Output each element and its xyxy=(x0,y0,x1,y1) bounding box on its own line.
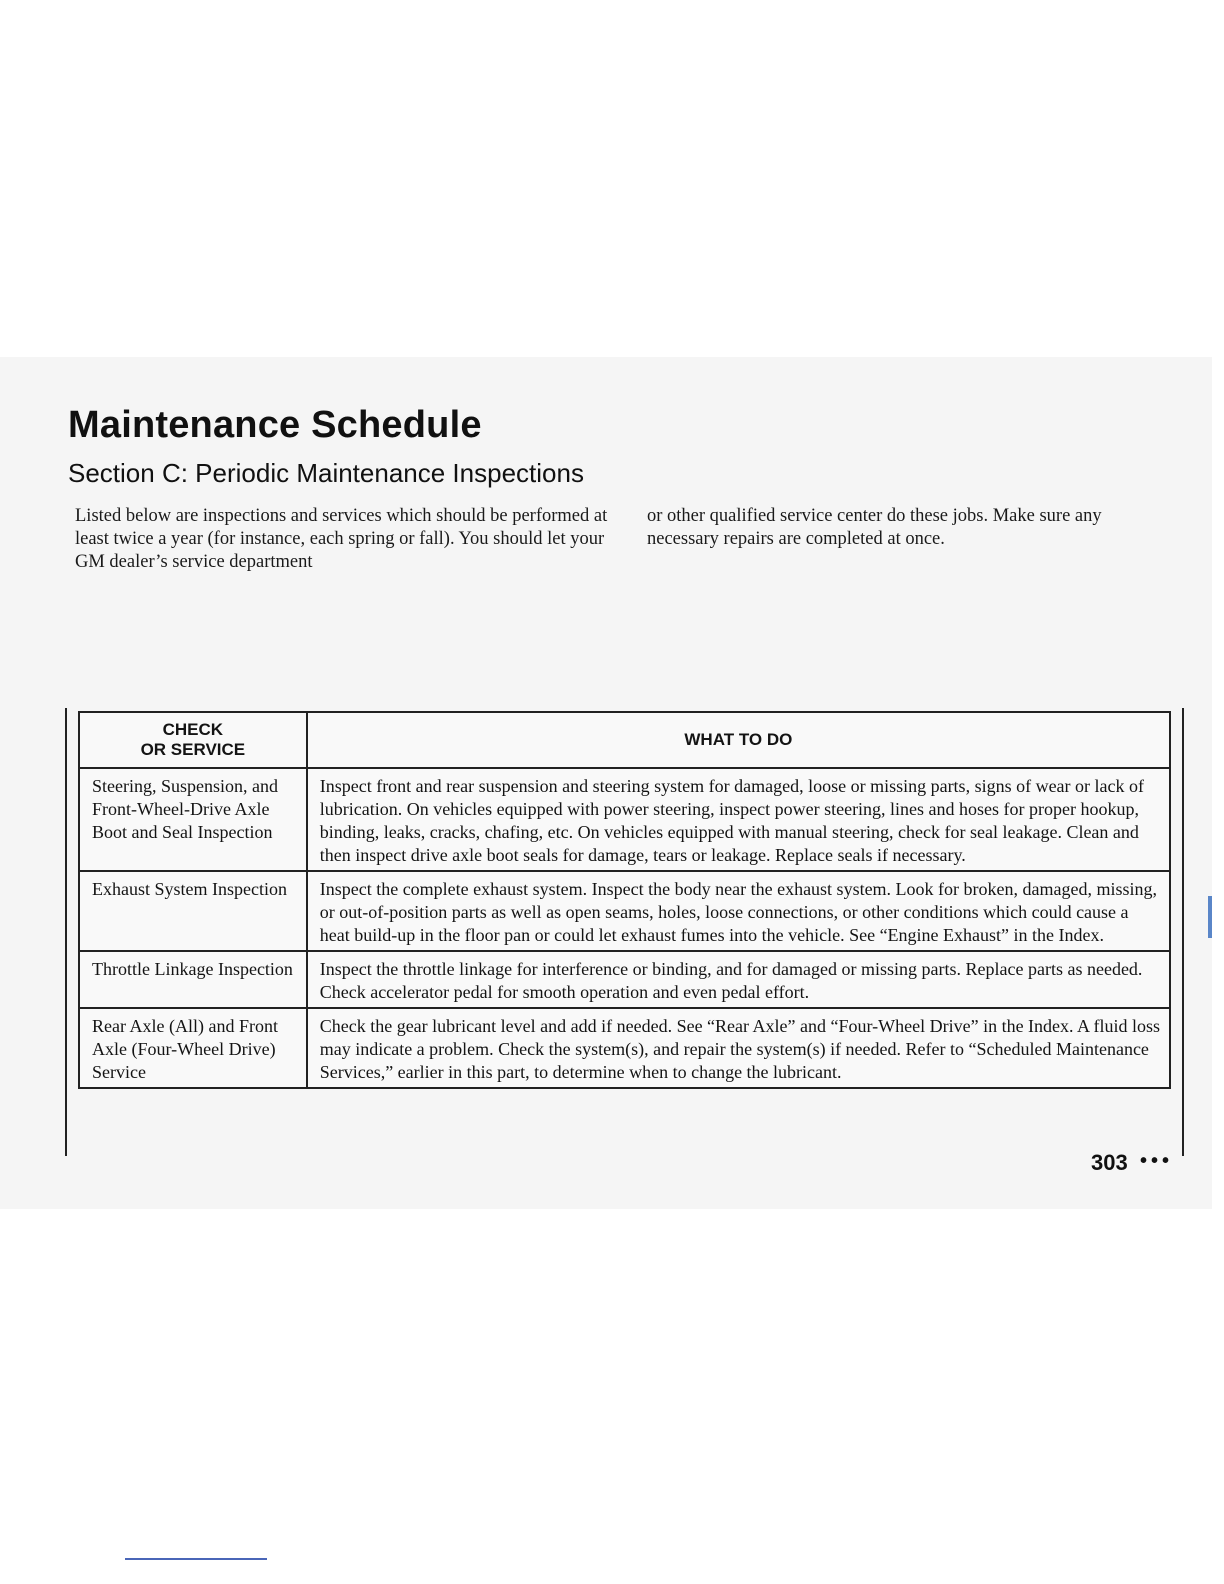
check-item: Exhaust System Inspection xyxy=(79,871,307,951)
maintenance-table xyxy=(78,711,1171,1089)
column-header-what: WHAT TO DO xyxy=(307,712,1170,768)
what-to-do: Inspect front and rear suspension and steering system for damaged, loose or missing parts, signs of wear or lack of lubrication. On vehicles equipped with power steering, inspect power steering, lines and hoses for proper hookup, binding, leaks, cracks, chafing, etc. On vehicles equipped with manual steering, check for seal leakage. Clean and then inspect drive axle boot seals for damage, tears or leakage. Replace seals if necessary. xyxy=(307,768,1170,871)
what-to-do: Inspect the complete exhaust system. Inspect the body near the exhaust system. Look for broken, damaged, missing, or out-of-position parts as well as open seams, holes, loose connections, or other conditions which could cause a heat build-up in the floor pan or could let exhaust fumes into the vehicle. See “Engine Exhaust” in the Index. xyxy=(307,871,1170,951)
table-header-row xyxy=(79,712,1170,768)
intro-paragraph-right: or other qualified service center do these jobs. Make sure any necessary repairs are completed at once. xyxy=(647,506,1102,549)
intro-paragraph-left: Listed below are inspections and services which should be performed at least twice a year (for instance, each spring or fall). You should let your GM dealer’s service department xyxy=(75,506,608,572)
check-item: Throttle Linkage Inspection xyxy=(79,951,307,1008)
table-row xyxy=(79,951,1170,1008)
page-number: 303 xyxy=(1091,1150,1128,1175)
left-margin-rule xyxy=(65,708,67,1156)
page-continuation-dots: ••• xyxy=(1140,1150,1174,1172)
column-header-check-line2: OR SERVICE xyxy=(140,740,246,759)
check-item: Rear Axle (All) and Front Axle (Four-Wheel Drive) Service xyxy=(79,1008,307,1088)
table-row xyxy=(79,1008,1170,1088)
check-item: Steering, Suspension, and Front-Wheel-Drive Axle Boot and Seal Inspection xyxy=(79,768,307,871)
page-title: Maintenance Schedule xyxy=(68,404,482,446)
table-row xyxy=(79,768,1170,871)
table-row xyxy=(79,871,1170,951)
right-margin-rule xyxy=(1182,708,1184,1156)
what-to-do: Check the gear lubricant level and add if needed. See “Rear Axle” and “Four-Wheel Drive” in the Index. A fluid loss may indicate a problem. Check the system(s), and repair the system(s) if needed. Refer to “Scheduled Maintenance Services,” earlier in this part, to determine when to change the lubricant. xyxy=(307,1008,1170,1088)
column-header-check-line1: CHECK xyxy=(162,720,224,739)
edge-tab-mark xyxy=(1208,896,1212,938)
column-header-check xyxy=(79,712,307,768)
bottom-rule xyxy=(125,1558,267,1560)
what-to-do: Inspect the throttle linkage for interference or binding, and for damaged or missing parts. Replace parts as needed. Check accelerator pedal for smooth operation and even pedal effort. xyxy=(307,951,1170,1008)
section-subtitle: Section C: Periodic Maintenance Inspections xyxy=(68,458,584,488)
